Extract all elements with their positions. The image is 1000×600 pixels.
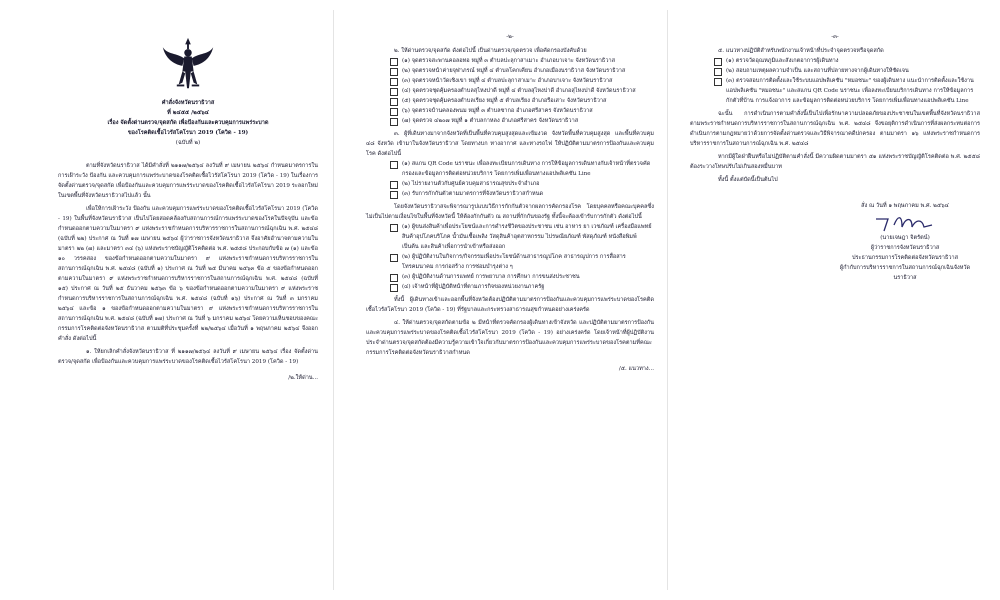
list-item: (๑) ตรวจวัดอุณหภูมิและสังเกตอาการผู้เดินทาง [690,56,980,66]
list-item: (๔) เจ้าหน้าที่ผู้ปฏิบัติหน้าที่ตามภารกิจของหน่วยงานภาครัฐ [366,282,654,292]
checkbox-icon [390,254,398,262]
page-number: -๓- [831,34,839,40]
paragraph: เพื่อให้การเฝ้าระวัง ป้องกัน และควบคุมการแพร่ระบาดของโรคติดเชื้อไวรัสโคโรนา 2019 (โควิด - 19) ในพื้นที่จังหวัดนราธิวาส เป็นไปโดยสอดคล้องกับสถานการณ์การแพร่ระบาดของโรคในปัจจุบัน และข้อกำหนดออกตามความในมาตรา ๙ แห่งพระราชกำหนดการบริหารราชการในสถานการณ์ฉุกเฉิน พ.ศ. ๒๕๔๘ (ฉบับที่ ๒๒) ประกาศ ณ วันที่ ๑๗ เมษายน ๒๕๖๔ ผู้ว่าราชการจังหวัดนราธิวาส จึงอาศัยอำนาจตามความในมาตรา ๒๒ (๗) และมาตรา ๓๔ (๖) แห่งพระราชบัญญัติโรคติดต่อ พ.ศ. ๒๕๕๘ ประกอบกับข้อ ๗ (๑) และข้อ ๑๐ วรรคสอง ของข้อกำหนดออกตามความในมาตรา ๙ แห่งพระราชกำหนดการบริหารราชการในสถานการณ์ฉุกเฉิน พ.ศ. ๒๕๔๘ (ฉบับที่ ๑) ประกาศ ณ วันที่ ๒๕ มีนาคม ๒๕๖๓ ข้อ ๕ ของข้อกำหนดออกตามความในมาตรา ๙ แห่งพระราชกำหนดการบริหารราชการในสถานการณ์ฉุกเฉิน พ.ศ. ๒๕๔๘ (ฉบับที่ ๑๕) ประกาศ ณ วันที่ ๒๕ ธันวาคม ๒๕๖๓ ข้อ ๖ ของข้อกำหนดออกตามความในมาตรา ๙ แห่งพระราชกำหนดการบริหารราชการในสถานการณ์ฉุกเฉิน พ.ศ. ๒๕๔๘ (ฉบับที่ ๑๖) ประกาศ ณ วันที่ ๓ มกราคม ๒๕๖๔ และข้อ ๑ ของข้อกำหนดออกตามความในมาตรา ๙ แห่งพระราชกำหนดการบริหารราชการในสถานการณ์ฉุกเฉิน พ.ศ. ๒๕๔๘ (ฉบับที่ ๑๗) ประกาศ ณ วันที่ ๖ มกราคม ๒๕๖๔ โดยความเห็นชอบของคณะกรรมการโรคติดต่อจังหวัดนราธิวาส ตามมติที่ประชุมครั้งที่ ๒๒/๒๕๖๔ เมื่อวันที่ ๑ พฤษภาคม ๒๕๖๔ จึงออกคำสั่ง ดังต่อไปนี้ [58,206,318,342]
paragraph: ๕. แนวทางปฏิบัติสำหรับพนักงานเจ้าหน้าที่ประจำจุดตรวจหรือจุดสกัด [718,48,884,54]
signature-block [690,201,980,283]
list-item: (๑) จุดตรวจสะพานคอลอทอ หมู่ที่ ๓ ตำบลปะลุกาสาเมาะ อำเภอบาเจาะ จังหวัดนราธิวาส [366,56,654,66]
checkbox-icon [390,191,398,199]
paragraph: ๔. ให้ด่านตรวจ/จุดสกัดตามข้อ ๒ มีหน้าที่ตรวจคัดกรองผู้เดินทางเข้าจังหวัด และปฏิบัติตามมาตรการป้องกันและควบคุมการแพร่ระบาดของโรคติดเชื้อไวรัสโคโรนา 2019 (โควิด - 19) อย่างเคร่งครัด โดยเจ้าหน้าที่ผู้ปฏิบัติงานประจำด่านตรวจ/จุดสกัดต้องมีความรู้ความเข้าใจเกี่ยวกับมาตรการป้องกันและควบคุมการแพร่ระบาดของโรคตามที่คณะกรรมการโรคติดต่อจังหวัดนราธิวาสกำหนด [366,320,654,356]
list-item: (๗) จุดตรวจ ๔๒๐๗ หมู่ที่ ๑ ตำบลกาหลง อำเภอศรีสาคร จังหวัดนราธิวาส [366,116,654,126]
checkbox-icon [390,118,398,126]
checkbox-icon [390,161,398,169]
effective-clause: ทั้งนี้ ตั้งแต่บัดนี้เป็นต้นไป [718,177,778,183]
paragraph: โดยจังหวัดนราธิวาสจะพิจารณารูปแบบวิธีการกักกันตัวจากผลการคัดกรองโรค โดยบุคคลหรือคณะบุคคลซึ่งไม่เป็นไปตามเงื่อนไขในพื้นที่จังหวัดนี้ ให้ต้องกักกันตัว ณ สถานที่กักกันของรัฐ ทั้งนี้จะต้องเข้ารับการกักตัว ดังต่อไปนี้ [366,204,654,220]
document-page-1 [6,6,328,594]
signature [830,211,980,233]
checkbox-icon [390,88,398,96]
list-item: (๒) ไปรายงานตัวกับศูนย์ควบคุมสาธารณสุขประจำอำเภอ [366,179,654,189]
paragraph: ๑. ให้ยกเลิกคำสั่งจังหวัดนราธิวาส ที่ ๒๑๑๗/๒๕๖๔ ลงวันที่ ๙ เมษายน ๒๕๖๔ เรื่อง จัดตั้งด่านตรวจ/จุดสกัด เพื่อป้องกันและควบคุมการแพร่ระบาดของโรคติดเชื้อไวรัสโคโรนา 2019 (โควิด - 19) [58,349,318,365]
checkbox-icon [714,78,722,86]
checkbox-icon [390,284,398,292]
checkbox-icon [714,58,722,66]
list-item: (๓) รับการกักกันตัวตามมาตรการที่จังหวัดนราธิวาสกำหนด [366,189,654,199]
signer-title: ผู้กำกับการบริหารราชการในสถานการณ์ฉุกเฉินจังหวัดนราธิวาส [839,265,971,281]
list-item: (๓) จุดตรวจหน้าวัดเชิงเขา หมู่ที่ ๔ ตำบลปะลุกาสาเมาะ อำเภอบาเจาะ จังหวัดนราธิวาส [366,76,654,86]
document-page-2 [338,6,662,594]
signer-title: ผู้ว่าราชการจังหวัดนราธิวาส [870,245,940,251]
order-date: สั่ง ณ วันที่ ๑ พฤษภาคม พ.ศ. ๒๕๖๔ [861,203,949,209]
continuation-marker: /๕. แนวทาง... [618,366,654,372]
paragraph: ๒. ให้ด่านตรวจ/จุดสกัด ดังต่อไปนี้ เป็นด่านตรวจ/จุดตรวจ เพื่อคัดกรองบังคับด้วย [394,48,587,54]
garuda-emblem-icon [160,36,216,92]
list-item: (๖) จุดตรวจบ้านคลองพนม หมู่ที่ ๓ ตำบลซากอ อำเภอศรีสาคร จังหวัดนราธิวาส [366,106,654,116]
subject-line-1: เรื่อง จัดตั้งด่านตรวจ/จุดสกัด เพื่อป้องกันและควบคุมการแพร่ระบาด [107,120,269,126]
paragraph: ๓. ผู้ที่เดินทางมาจากจังหวัดที่เป็นพื้นที่ควบคุมสูงสุดและเข้มงวด จังหวัดพื้นที่ควบคุมสูงสุด และพื้นที่ควบคุม ๔๘ จังหวัด เข้ามาในจังหวัดนราธิวาส โดยทางบก ทางอากาศ และทางรถไฟ ให้ปฏิบัติตามมาตรการป้องกันและควบคุมโรค ดังต่อไปนี้ [366,131,654,157]
paragraph: ตามที่จังหวัดนราธิวาส ได้มีคำสั่งที่ ๒๑๑๗/๒๕๖๔ ลงวันที่ ๙ เมษายน ๒๕๖๔ กำหนดมาตรการในการเฝ้าระวัง ป้องกัน และควบคุมการแพร่ระบาดของโรคติดเชื้อไวรัสโคโรนา 2019 (โควิด - 19) ในเรื่องการจัดตั้งด่านตรวจ/จุดสกัด เพื่อป้องกันและควบคุมการแพร่ระบาดของโรคติดเชื้อไวรัสโคโรนา 2019 ระลอกใหม่ ในเขตพื้นที่จังหวัดนราธิวาสไปแล้ว นั้น [58,163,318,199]
list-item: (๒) สอบถามเหตุผลความจำเป็น และสถานที่ปลายทางจากผู้เดินทางให้ชัดเจน [690,66,980,76]
edition-label: (ฉบับที่ ๒) [175,140,201,146]
checkbox-icon [714,68,722,76]
paragraph: ทั้งนี้ ผู้เดินทางเข้าและออกพื้นที่จังหวัดต้องปฏิบัติตามมาตรการป้องกันและควบคุมการแพร่ระบาดของโรคติดเชื้อไวรัสโคโรนา 2019 (โควิด - 19) ที่รัฐบาลและกระทรวงสาธารณสุขกำหนดอย่างเคร่งครัด [366,297,654,313]
checkbox-icon [390,274,398,282]
continuation-marker: /๒.ให้ด่าน... [288,375,318,381]
handwritten-signature-icon [872,211,952,235]
list-item: (๑) ผู้ขนส่งสินค้าเพื่อประโยชน์และการดำรงชีวิตของประชาชน เช่น อาหาร ยา เวชภัณฑ์ เครื่องมือแพทย์ สินค้าอุปโภคบริโภค น้ำมันเชื้อเพลิง วัสดุสินค้าอุตสาหกรรม ไปรษณียภัณฑ์ พัสดุภัณฑ์ หนังสือพิมพ์ เป็นต้น และสินค้าเพื่อการนำเข้าหรือส่งออก [366,222,654,252]
list-item: (๒) จุดตรวจหน้าค่ายจุฬาภรณ์ หมู่ที่ ๔ ตำบลโคกเคียน อำเภอเมืองนราธิวาส จังหวัดนราธิวาส [366,66,654,76]
list-item: (๕) จุดตรวจชุดคุ้มครองตำบลเรียง หมู่ที่ ๕ ตำบลเรียง อำเภอรือเสาะ จังหวัดนราธิวาส [366,96,654,106]
document-page-3 [672,6,994,594]
list-item: (๒) ผู้ปฏิบัติงานในกิจการ/กิจกรรมเพื่อประโยชน์ด้านสาธารณูปโภค สาธารณูปการ การสื่อสารโทรคมนาคม การก่อสร้าง การซ่อมบำรุงต่าง ๆ [366,252,654,272]
checkbox-icon [390,68,398,76]
checkbox-icon [390,78,398,86]
checkbox-icon [390,108,398,116]
page-number: -๒- [506,34,514,40]
issuing-office: คำสั่งจังหวัดนราธิวาส [161,100,215,106]
list-item: (๑) สแกน QR Code นราชนะ เพื่อลงทะเบียนการเดินทาง การให้ข้อมูลการเดินทางกับเจ้าหน้าที่ตรวจคัดกรองและข้อมูลการติดต่อหน่วยบริการ โดยการเพิ่มเพื่อนทางแอปพลิเคชัน Line [366,159,654,179]
subject-line-2: ของโรคติดเชื้อไวรัสโคโรนา 2019 (โควิด - 19) [127,130,249,136]
checkbox-icon [390,224,398,232]
list-item: (๓) ผู้ปฏิบัติงานด้านการแพทย์ การพยาบาล การศึกษา การขนส่งประชาชน [366,272,654,282]
paragraph: ฉะนั้น การดำเนินการตามคำสั่งนี้เป็นไปเพื่อรักษาความปลอดภัยของประชาชนในเขตพื้นที่จังหวัดนราธิวาส ตามพระราชกำหนดการบริหารราชการในสถานการณ์ฉุกเฉิน พ.ศ. ๒๕๔๘ จึงขอยุติการดำเนินการที่ส่งผลกระทบต่อการดำเนินการตามกฎหมายว่าด้วยการจัดตั้งด่านตรวจและวิธีพิจารณาคดีปกครอง ตามมาตรา ๑๖ แห่งพระราชกำหนดการบริหารราชการในสถานการณ์ฉุกเฉิน พ.ศ. ๒๕๔๘ [690,111,980,147]
paragraph: หากมีผู้ใดฝ่าฝืนหรือไม่ปฏิบัติตามคำสั่งนี้ มีความผิดตามมาตรา ๕๑ แห่งพระราชบัญญัติโรคติดต่อ พ.ศ. ๒๕๕๘ ต้องระวางโทษปรับไม่เกินสองหมื่นบาท [690,154,980,170]
checkbox-icon [390,98,398,106]
signer-name: (นายเจษฎา จิตรัตน์) [880,235,930,241]
list-item: (๔) จุดตรวจชุดคุ้มครองตำบลสุไหงปาดี หมู่ที่ ๔ ตำบลสุไหงปาดี อำเภอสุไหงปาดี จังหวัดนราธิวาส [366,86,654,96]
checkbox-icon [390,181,398,189]
signer-title: ประธานกรรมการโรคติดต่อจังหวัดนราธิวาส [851,255,959,261]
order-number: ที่ ๒๔๕๕ /๒๕๖๔ [167,110,209,116]
list-item: (๓) ตรวจสอบการติดตั้งและใช้ระบบแอปพลิเคชัน "หมอชนะ" ของผู้เดินทาง แนะนำการติดตั้งและใช้งานแอปพลิเคชัน "หมอชนะ" และสแกน QR Code นราชนะ เพื่อลงทะเบียนบริการเดินทาง การให้ข้อมูลการกักตัวที่บ้าน การแจ้งอาการ และข้อมูลการติดต่อหน่วยบริการ โดยการเพิ่มเพื่อนทางแอปพลิเคชัน Line [690,76,980,106]
checkbox-icon [390,58,398,66]
